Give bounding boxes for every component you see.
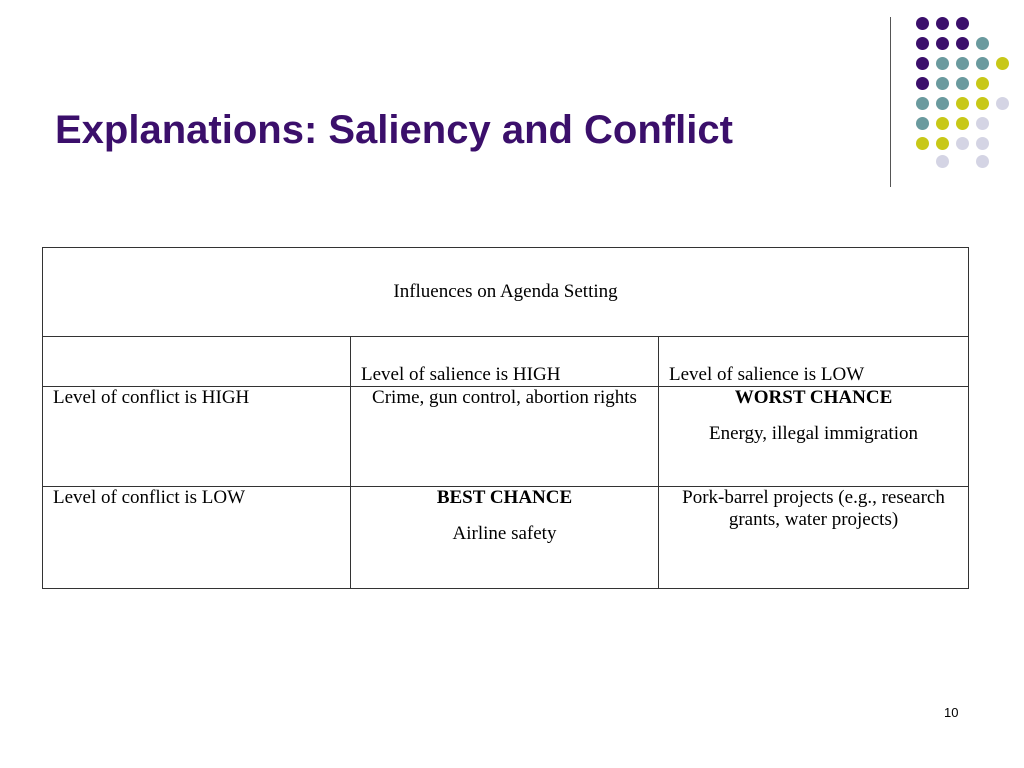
decorative-dot bbox=[956, 137, 969, 150]
decorative-dot-grid bbox=[0, 0, 1024, 200]
decorative-dot bbox=[936, 17, 949, 30]
decorative-dot bbox=[936, 137, 949, 150]
decorative-dot bbox=[916, 77, 929, 90]
table-row bbox=[43, 487, 969, 589]
worst-chance-label: WORST CHANCE bbox=[734, 387, 893, 408]
row-label-conflict-low: Level of conflict is LOW bbox=[43, 487, 351, 589]
cell-text: Crime, gun control, abortion rights bbox=[372, 387, 637, 408]
decorative-dot bbox=[936, 57, 949, 70]
cell-text: Airline safety bbox=[452, 523, 557, 544]
page-number: 10 bbox=[944, 705, 959, 720]
decorative-dot bbox=[956, 17, 969, 30]
cell-text: Energy, illegal immigration bbox=[709, 423, 918, 444]
cell-high-conflict-low-salience bbox=[659, 387, 969, 487]
decorative-dot bbox=[916, 97, 929, 110]
decorative-dot bbox=[916, 17, 929, 30]
decorative-dot bbox=[976, 57, 989, 70]
cell-high-conflict-high-salience bbox=[351, 387, 659, 487]
decorative-dot bbox=[916, 117, 929, 130]
slide-title: Explanations: Saliency and Conflict bbox=[55, 108, 733, 152]
table-row bbox=[43, 387, 969, 487]
decorative-dot bbox=[956, 97, 969, 110]
decorative-dot bbox=[996, 57, 1009, 70]
column-header-salience-high: Level of salience is HIGH bbox=[351, 337, 659, 387]
decorative-dot bbox=[956, 117, 969, 130]
table-header-cell: Influences on Agenda Setting bbox=[43, 248, 969, 337]
decorative-dot bbox=[976, 137, 989, 150]
decorative-dot bbox=[976, 97, 989, 110]
agenda-table bbox=[42, 247, 969, 589]
decorative-dot bbox=[916, 37, 929, 50]
decorative-dot bbox=[936, 97, 949, 110]
decorative-dot bbox=[976, 37, 989, 50]
cell-text: Pork-barrel projects (e.g., research grants, water projects) bbox=[682, 487, 945, 530]
decorative-vertical-rule bbox=[890, 17, 891, 187]
column-header-salience-low: Level of salience is LOW bbox=[659, 337, 969, 387]
decorative-dot bbox=[936, 77, 949, 90]
column-header-row bbox=[43, 337, 969, 387]
decorative-dot bbox=[956, 57, 969, 70]
decorative-dot bbox=[976, 155, 989, 168]
decorative-dot bbox=[976, 117, 989, 130]
decorative-dot bbox=[956, 37, 969, 50]
decorative-dot bbox=[976, 77, 989, 90]
best-chance-label: BEST CHANCE bbox=[436, 487, 573, 508]
corner-cell bbox=[43, 337, 351, 387]
table-header-row bbox=[43, 248, 969, 337]
decorative-dot bbox=[956, 77, 969, 90]
decorative-dot bbox=[936, 155, 949, 168]
decorative-dot bbox=[936, 117, 949, 130]
cell-low-conflict-high-salience bbox=[351, 487, 659, 589]
row-label-conflict-high: Level of conflict is HIGH bbox=[43, 387, 351, 487]
decorative-dot bbox=[916, 57, 929, 70]
decorative-dot bbox=[996, 97, 1009, 110]
decorative-dot bbox=[916, 137, 929, 150]
decorative-dot bbox=[936, 37, 949, 50]
cell-low-conflict-low-salience bbox=[659, 487, 969, 589]
